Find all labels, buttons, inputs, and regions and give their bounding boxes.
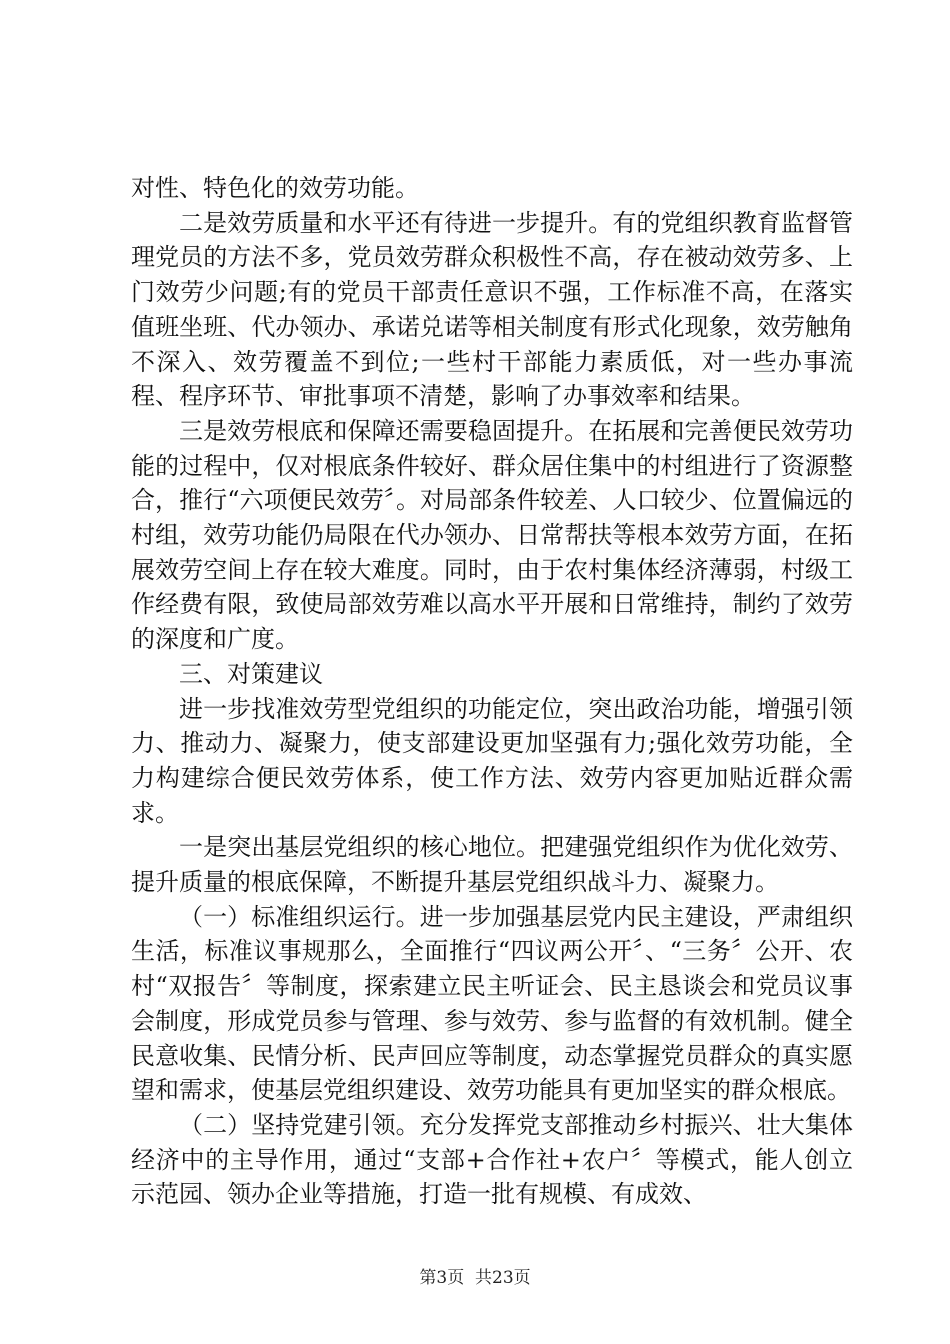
- footer-mid: 页 共: [447, 1268, 492, 1288]
- paragraph-core-position: 一是突出基层党组织的核心地位。把建强党组织作为优化效劳、提升质量的根底保障，不断提升基层党组织战斗力、凝聚力。: [131, 833, 853, 897]
- footer-total-pages: 23: [492, 1268, 514, 1288]
- paragraph-continuation: 对性、特色化的效劳功能。: [131, 174, 419, 202]
- footer-suffix: 页: [513, 1268, 531, 1288]
- footer-current-page: 3: [436, 1268, 448, 1288]
- footer-prefix: 第: [419, 1268, 437, 1288]
- page-footer: [0, 1267, 950, 1289]
- section-heading-countermeasures: 三、对策建议: [179, 659, 323, 688]
- paragraph-standard-operation: （一）标准组织运行。进一步加强基层党内民主建设，严肃组织生活，标准议事规那么，全面推行“四议两公开〞、“三务〞公开、农村“双报告〞等制度，探索建立民主听证会、民主恳谈会和党员议事会制度，形成党员参与管理、参与效劳、参与监督的有效机制。健全民意收集、民情分析、民声回应等制度，动态掌握党员群众的真实愿望和需求，使基层党组织建设、效劳功能具有更加坚实的群众根底。: [131, 902, 853, 1105]
- paragraph-service-quality: 二是效劳质量和水平还有待进一步提升。有的党组织教育监督管理党员的方法不多，党员效劳群众积极性不高，存在被动效劳多、上门效劳少问题;有的党员干部责任意识不强，工作标准不高，在落实值班坐班、代办领办、承诺兑诺等相关制度有形式化现象，效劳触角不深入、效劳覆盖不到位;一些村干部能力素质低，对一些办事流程、程序环节、审批事项不清楚，影响了办事效率和结果。: [131, 208, 853, 411]
- paragraph-service-foundation: 三是效劳根底和保障还需要稳固提升。在拓展和完善便民效劳功能的过程中，仅对根底条件较好、群众居住集中的村组进行了资源整合，推行“六项便民效劳〞。对局部条件较差、人口较少、位置偏远的村组，效劳功能仍局限在代办领办、日常帮扶等根本效劳方面，在拓展效劳空间上存在较大难度。同时，由于农村集体经济薄弱，村级工作经费有限，致使局部效劳难以高水平开展和日常维持，制约了效劳的深度和广度。: [131, 416, 853, 654]
- document-body: [131, 171, 853, 1212]
- paragraph-positioning: 进一步找准效劳型党组织的功能定位，突出政治功能，增强引领力、推动力、凝聚力，使支部建设更加坚强有力;强化效劳功能，全力构建综合便民效劳体系，使工作方法、效劳内容更加贴近群众需求。: [131, 694, 853, 827]
- paragraph-party-leadership: （二）坚持党建引领。充分发挥党支部推动乡村振兴、壮大集体经济中的主导作用，通过“支部+合作社+农户〞等模式，能人创立示范园、领办企业等措施，打造一批有规模、有成效、: [131, 1110, 853, 1209]
